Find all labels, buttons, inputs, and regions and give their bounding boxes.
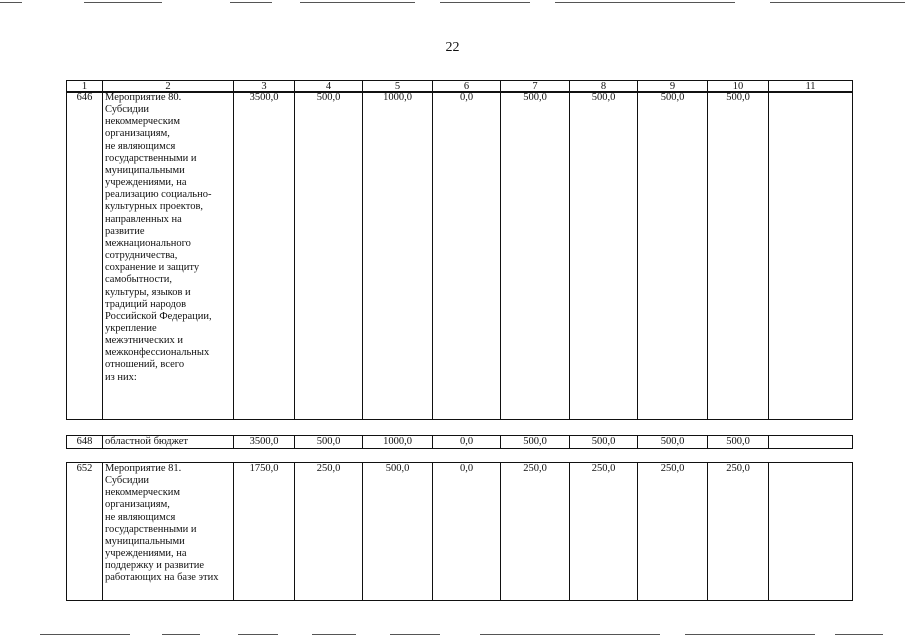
- row-description: [103, 92, 234, 420]
- description-line: учреждениями, на: [105, 177, 187, 189]
- description-line: Субсидии: [105, 475, 150, 487]
- value-cell: 1750,0: [234, 463, 295, 601]
- column-header: 11: [769, 81, 853, 93]
- value-cell: 500,0: [708, 436, 769, 449]
- description-line: Российской Федерации,: [105, 310, 212, 322]
- description-line: учреждениями, на: [105, 548, 187, 560]
- description-line: отношений, всего: [105, 359, 185, 371]
- value-cell: 250,0: [708, 463, 769, 601]
- value-cell: 250,0: [501, 463, 570, 601]
- description-line: не являющимся: [105, 511, 176, 523]
- description-line: Субсидии: [105, 104, 150, 116]
- value-cell: 3500,0: [234, 92, 295, 420]
- description-line: культурных проектов,: [105, 201, 204, 213]
- bottom-edge-line: [480, 634, 660, 635]
- bottom-edge-line: [312, 634, 356, 635]
- value-cell: 3500,0: [234, 436, 295, 449]
- top-edge-line: [300, 2, 415, 3]
- top-edge-line: [84, 2, 162, 3]
- description-line: сотрудничества,: [105, 250, 178, 262]
- row-number: 646: [67, 92, 103, 420]
- table-row: [67, 436, 853, 449]
- column-header: 7: [501, 81, 570, 93]
- value-cell: 0,0: [433, 436, 501, 449]
- row-description: [103, 463, 234, 601]
- value-cell: 500,0: [570, 436, 638, 449]
- description-line: межконфессиональных: [105, 347, 210, 359]
- value-cell: [769, 92, 853, 420]
- column-header: 5: [363, 81, 433, 93]
- top-edge-line: [555, 2, 735, 3]
- description-line: реализацию социально-: [105, 189, 212, 201]
- table-section-646: [66, 91, 853, 420]
- description-line: работающих на базе этих: [105, 572, 219, 584]
- value-cell: 500,0: [570, 92, 638, 420]
- value-cell: 500,0: [708, 92, 769, 420]
- description-line: традиций народов: [105, 298, 187, 310]
- value-cell: [769, 436, 853, 449]
- top-edge-line: [230, 2, 272, 3]
- value-cell: 500,0: [501, 436, 570, 449]
- column-header: 9: [638, 81, 708, 93]
- value-cell: 500,0: [638, 436, 708, 449]
- table-section-648: [66, 435, 853, 449]
- value-cell: 500,0: [295, 436, 363, 449]
- column-header: 6: [433, 81, 501, 93]
- value-cell: 250,0: [638, 463, 708, 601]
- description-line: культуры, языков и: [105, 286, 191, 298]
- description-line: развитие: [105, 225, 145, 237]
- table-section-652: [66, 462, 853, 601]
- table-row: [67, 92, 853, 420]
- description-line: государственными и: [105, 523, 197, 535]
- value-cell: 500,0: [363, 463, 433, 601]
- description-line: организациям,: [105, 128, 170, 140]
- value-cell: 500,0: [638, 92, 708, 420]
- description-line: межнационального: [105, 237, 191, 249]
- description-line: из них:: [105, 371, 137, 383]
- description-line: муниципальными: [105, 164, 185, 176]
- row-description: [103, 436, 234, 449]
- bottom-edge-line: [40, 634, 130, 635]
- description-line: государственными и: [105, 152, 197, 164]
- page-number: 22: [445, 40, 460, 55]
- value-cell: [769, 463, 853, 601]
- value-cell: 1000,0: [363, 92, 433, 420]
- description-line: Мероприятие 81.: [105, 463, 182, 474]
- column-header: 10: [708, 81, 769, 93]
- description-line: Мероприятие 80.: [105, 92, 182, 103]
- column-header: 2: [103, 81, 234, 93]
- column-header: 3: [234, 81, 295, 93]
- column-header: 4: [295, 81, 363, 93]
- value-cell: 500,0: [295, 92, 363, 420]
- top-edge-line: [0, 2, 22, 3]
- table-row: [67, 463, 853, 601]
- description-line: муниципальными: [105, 535, 185, 547]
- row-number: 652: [67, 463, 103, 601]
- bottom-edge-line: [685, 634, 815, 635]
- bottom-edge-line: [835, 634, 883, 635]
- top-edge-line: [440, 2, 530, 3]
- description-line: сохранение и защиту: [105, 262, 200, 274]
- value-cell: 0,0: [433, 463, 501, 601]
- value-cell: 0,0: [433, 92, 501, 420]
- column-header: 8: [570, 81, 638, 93]
- value-cell: 500,0: [501, 92, 570, 420]
- description-line: укрепление: [105, 322, 157, 334]
- bottom-edge-line: [162, 634, 200, 635]
- row-number: 648: [67, 436, 103, 449]
- description-line: не являющимся: [105, 140, 176, 152]
- top-edge-line: [770, 2, 905, 3]
- value-cell: 1000,0: [363, 436, 433, 449]
- description-line: некоммерческим: [105, 487, 181, 499]
- value-cell: 250,0: [570, 463, 638, 601]
- description-line: межэтнических и: [105, 335, 183, 347]
- column-header: 1: [67, 81, 103, 93]
- description-line: некоммерческим: [105, 116, 181, 128]
- description-line: направленных на: [105, 213, 182, 225]
- value-cell: 250,0: [295, 463, 363, 601]
- bottom-edge-line: [238, 634, 278, 635]
- description-line: областной бюджет: [105, 436, 188, 447]
- description-line: поддержку и развитие: [105, 560, 204, 572]
- bottom-edge-line: [390, 634, 440, 635]
- description-line: самобытности,: [105, 274, 172, 286]
- description-line: организациям,: [105, 499, 170, 511]
